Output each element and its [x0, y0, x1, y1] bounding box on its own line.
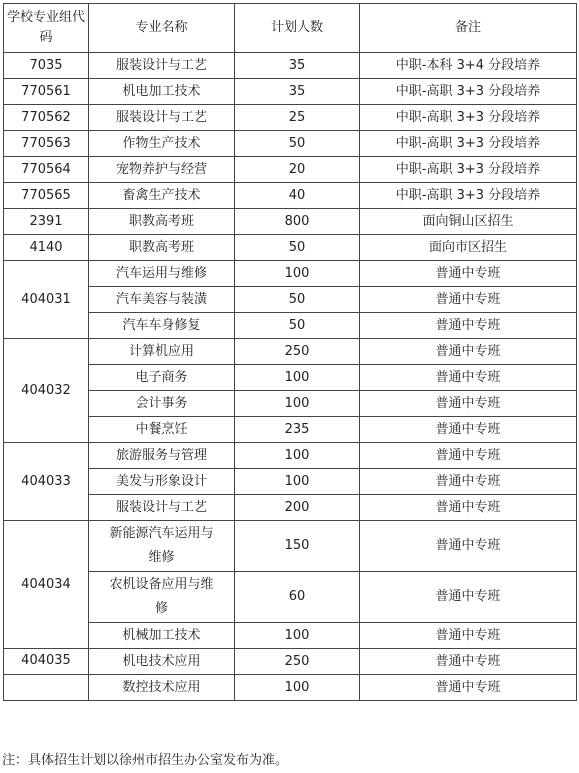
plan-count-cell: 35 — [235, 53, 360, 79]
plan-count-cell: 100 — [235, 391, 360, 417]
group-code-cell: 404035 — [4, 649, 89, 675]
major-name-cell: 计算机应用 — [89, 339, 235, 365]
group-code-cell — [4, 675, 89, 701]
group-code-cell: 2391 — [4, 209, 89, 235]
major-name-cell: 机电技术应用 — [89, 649, 235, 675]
group-code-cell: 7035 — [4, 53, 89, 79]
major-name-cell: 服装设计与工艺 — [89, 495, 235, 521]
group-code-cell: 404034 — [4, 521, 89, 649]
major-name-cell: 畜禽生产技术 — [89, 183, 235, 209]
table-row — [4, 183, 577, 209]
remark-cell: 普通中专班 — [360, 572, 577, 623]
plan-count-cell: 35 — [235, 79, 360, 105]
plan-count-cell: 100 — [235, 469, 360, 495]
remark-cell: 普通中专班 — [360, 675, 577, 701]
group-code-cell: 770564 — [4, 157, 89, 183]
plan-count-cell: 250 — [235, 649, 360, 675]
table-row — [4, 572, 577, 623]
remark-cell: 中职-高职 3+3 分段培养 — [360, 79, 577, 105]
remark-cell: 面向铜山区招生 — [360, 209, 577, 235]
table-row — [4, 391, 577, 417]
plan-count-cell: 100 — [235, 675, 360, 701]
remark-cell: 普通中专班 — [360, 339, 577, 365]
remark-cell: 中职-高职 3+3 分段培养 — [360, 183, 577, 209]
group-code-cell: 770562 — [4, 105, 89, 131]
plan-count-cell: 150 — [235, 521, 360, 572]
plan-count-cell: 250 — [235, 339, 360, 365]
table-row — [4, 495, 577, 521]
remark-cell: 中职-本科 3+4 分段培养 — [360, 53, 577, 79]
major-name-cell: 机电加工技术 — [89, 79, 235, 105]
table-row — [4, 339, 577, 365]
remark-cell: 普通中专班 — [360, 443, 577, 469]
plan-count-cell: 60 — [235, 572, 360, 623]
group-code-cell: 770561 — [4, 79, 89, 105]
group-code-cell: 404032 — [4, 339, 89, 443]
remark-cell: 普通中专班 — [360, 287, 577, 313]
table-row — [4, 131, 577, 157]
major-name-cell: 汽车运用与维修 — [89, 261, 235, 287]
table-row — [4, 417, 577, 443]
remark-cell: 普通中专班 — [360, 313, 577, 339]
table-row — [4, 443, 577, 469]
group-code-cell: 404033 — [4, 443, 89, 521]
remark-cell: 普通中专班 — [360, 469, 577, 495]
plan-count-cell: 100 — [235, 443, 360, 469]
table-row — [4, 209, 577, 235]
plan-count-cell: 200 — [235, 495, 360, 521]
major-name-cell: 汽车美容与装潢 — [89, 287, 235, 313]
table-row — [4, 235, 577, 261]
major-name-cell: 农机设备应用与维修 — [89, 572, 235, 623]
remark-cell: 中职-高职 3+3 分段培养 — [360, 131, 577, 157]
plan-count-cell: 235 — [235, 417, 360, 443]
plan-count-cell: 100 — [235, 261, 360, 287]
plan-count-cell: 40 — [235, 183, 360, 209]
remark-cell: 普通中专班 — [360, 623, 577, 649]
footnote: 注：具体招生计划以徐州市招生办公室发布为准。 — [2, 753, 289, 768]
plan-count-cell: 20 — [235, 157, 360, 183]
major-name-cell: 服装设计与工艺 — [89, 53, 235, 79]
plan-count-cell: 100 — [235, 365, 360, 391]
major-name-cell: 职教高考班 — [89, 209, 235, 235]
header-remarks: 备注 — [360, 4, 577, 53]
enrollment-plan-table — [3, 3, 577, 701]
group-code-cell: 4140 — [4, 235, 89, 261]
plan-count-cell: 25 — [235, 105, 360, 131]
remark-cell: 普通中专班 — [360, 649, 577, 675]
table-row — [4, 365, 577, 391]
table-row — [4, 157, 577, 183]
plan-count-cell: 50 — [235, 287, 360, 313]
table-row — [4, 675, 577, 701]
plan-count-cell: 50 — [235, 235, 360, 261]
table-header-row — [4, 4, 577, 53]
remark-cell: 面向市区招生 — [360, 235, 577, 261]
table-row — [4, 79, 577, 105]
major-name-cell: 汽车车身修复 — [89, 313, 235, 339]
major-name-cell: 中餐烹饪 — [89, 417, 235, 443]
remark-cell: 普通中专班 — [360, 417, 577, 443]
table-row — [4, 287, 577, 313]
group-code-cell: 770565 — [4, 183, 89, 209]
major-name-cell: 会计事务 — [89, 391, 235, 417]
remark-cell: 中职-高职 3+3 分段培养 — [360, 105, 577, 131]
group-code-cell: 404031 — [4, 261, 89, 339]
plan-count-cell: 800 — [235, 209, 360, 235]
plan-count-cell: 50 — [235, 313, 360, 339]
remark-cell: 普通中专班 — [360, 391, 577, 417]
major-name-cell: 作物生产技术 — [89, 131, 235, 157]
major-name-cell: 旅游服务与管理 — [89, 443, 235, 469]
header-major-name: 专业名称 — [89, 4, 235, 53]
table-row — [4, 105, 577, 131]
major-name-cell: 电子商务 — [89, 365, 235, 391]
group-code-cell: 770563 — [4, 131, 89, 157]
table-row — [4, 313, 577, 339]
table-row — [4, 623, 577, 649]
table-row — [4, 469, 577, 495]
major-name-cell: 宠物养护与经营 — [89, 157, 235, 183]
major-name-cell: 服装设计与工艺 — [89, 105, 235, 131]
plan-count-cell: 100 — [235, 623, 360, 649]
remark-cell: 中职-高职 3+3 分段培养 — [360, 157, 577, 183]
header-plan-count: 计划人数 — [235, 4, 360, 53]
remark-cell: 普通中专班 — [360, 261, 577, 287]
header-group-code: 学校专业组代码 — [4, 4, 89, 53]
remark-cell: 普通中专班 — [360, 365, 577, 391]
major-name-cell: 数控技术应用 — [89, 675, 235, 701]
table-row — [4, 521, 577, 572]
table-row — [4, 53, 577, 79]
remark-cell: 普通中专班 — [360, 521, 577, 572]
table-row — [4, 261, 577, 287]
major-name-cell: 机械加工技术 — [89, 623, 235, 649]
plan-count-cell: 50 — [235, 131, 360, 157]
major-name-cell: 新能源汽车运用与维修 — [89, 521, 235, 572]
remark-cell: 普通中专班 — [360, 495, 577, 521]
major-name-cell: 职教高考班 — [89, 235, 235, 261]
table-row — [4, 649, 577, 675]
major-name-cell: 美发与形象设计 — [89, 469, 235, 495]
